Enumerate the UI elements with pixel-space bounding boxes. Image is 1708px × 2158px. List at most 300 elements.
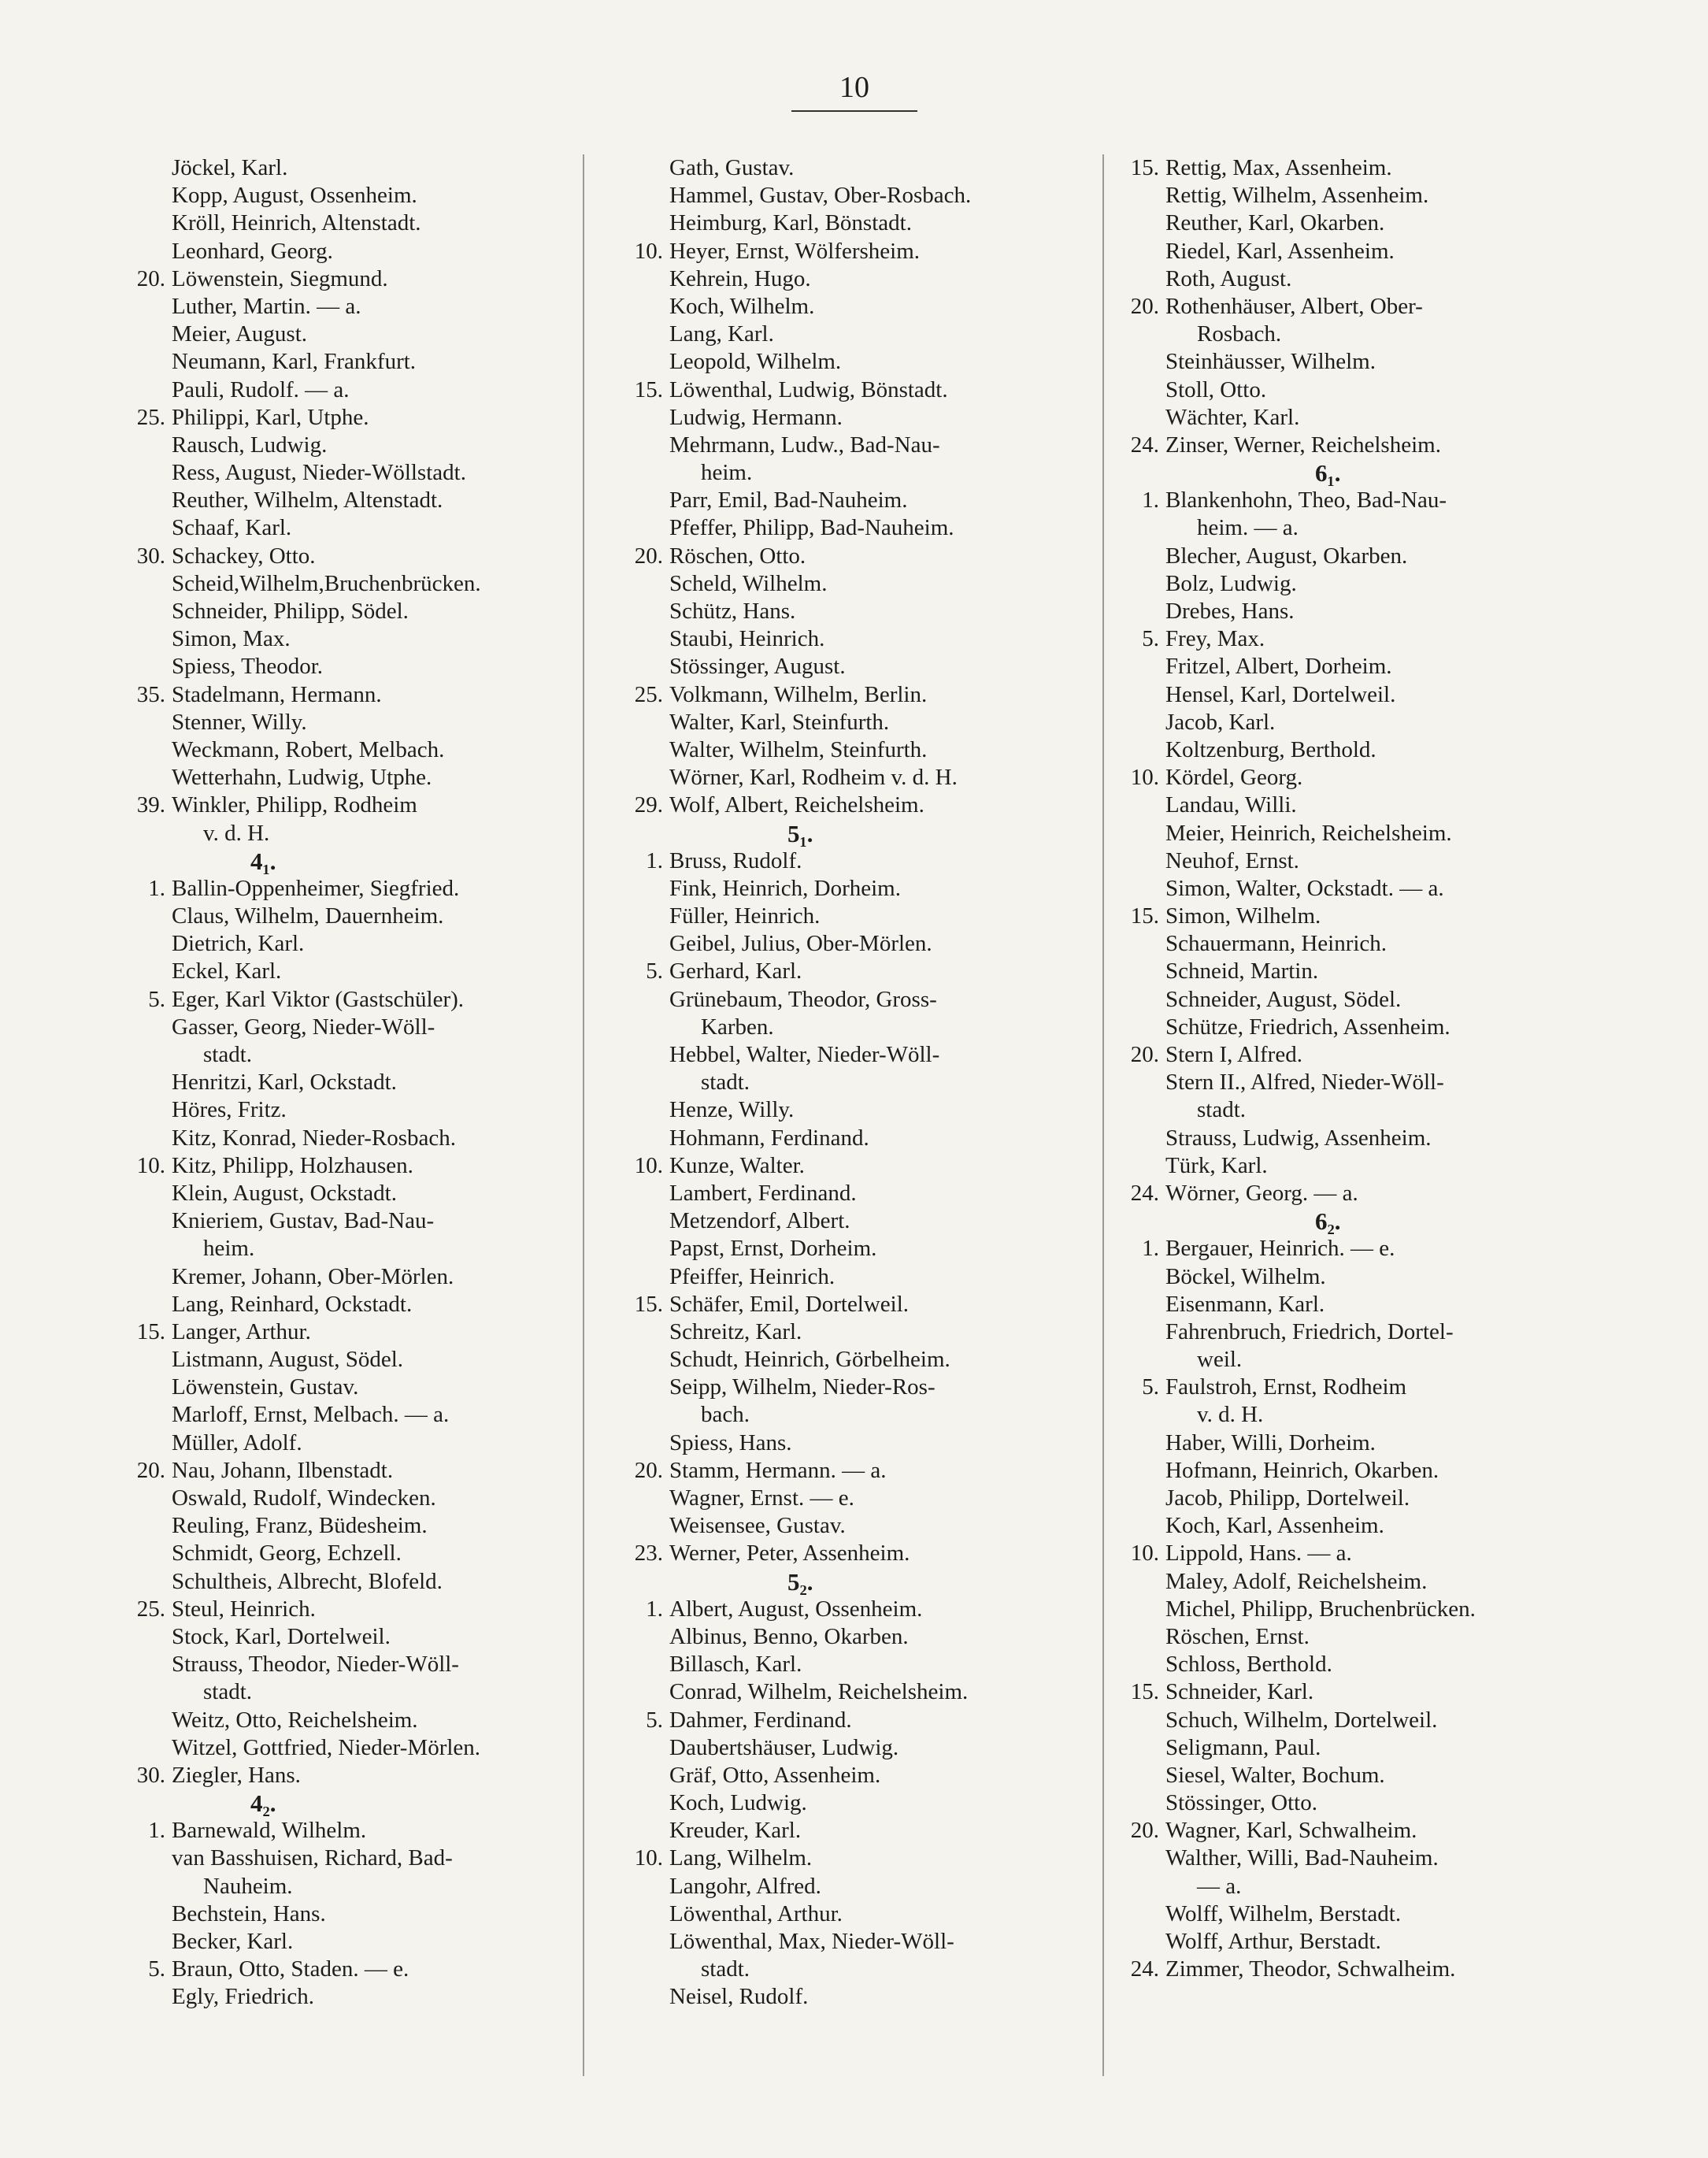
entry-text: v. d. H.: [203, 820, 270, 846]
student-entry: [1102, 598, 1591, 625]
entry-continuation: [606, 1069, 1095, 1096]
entry-continuation: [1102, 321, 1591, 348]
student-entry: [109, 348, 597, 376]
entry-text: Neumann, Karl, Frankfurt.: [172, 349, 417, 375]
student-entry: [109, 1568, 597, 1596]
student-entry: [1102, 1069, 1591, 1096]
entry-text: Gräf, Otto, Assenheim.: [669, 1762, 881, 1788]
entry-text: Jacob, Philipp, Dortelweil.: [1165, 1485, 1410, 1511]
entry-text: Schneider, Philipp, Södel.: [172, 599, 409, 624]
entry-number: 1.: [148, 875, 165, 901]
entry-text: Leopold, Wilhelm.: [669, 349, 842, 375]
student-entry: [1102, 875, 1591, 903]
entry-text: Weisensee, Gustav.: [669, 1513, 846, 1539]
entry-continuation: [1102, 1346, 1591, 1374]
student-entry: [606, 182, 1095, 209]
entry-number: 5.: [1142, 626, 1159, 652]
student-entry: [1102, 1568, 1591, 1596]
entry-text: Karben.: [701, 1014, 774, 1040]
entry-continuation: [606, 1956, 1095, 1983]
entry-number: 15.: [634, 1291, 663, 1317]
student-entry: [606, 598, 1095, 625]
student-entry: [1102, 404, 1591, 432]
student-entry: [1102, 1318, 1591, 1346]
entry-text: Müller, Adolf.: [172, 1429, 302, 1455]
entry-number: 20.: [1130, 293, 1159, 319]
student-entry: [606, 1651, 1095, 1678]
entry-text: Schneider, August, Södel.: [1165, 986, 1402, 1012]
student-entry: [606, 570, 1095, 598]
entry-continuation: [1102, 514, 1591, 542]
entry-text: Stamm, Hermann. — a.: [669, 1457, 887, 1483]
entry-text: Albinus, Benno, Okarben.: [669, 1623, 909, 1649]
student-entry: [109, 404, 597, 432]
student-entry: [1102, 1180, 1591, 1207]
entry-number: 1.: [646, 847, 663, 873]
entry-text: Stoll, Otto.: [1165, 376, 1267, 402]
entry-text: Billasch, Karl.: [669, 1652, 802, 1678]
student-entry: [606, 293, 1095, 321]
entry-text: Weckmann, Robert, Melbach.: [172, 736, 445, 762]
entry-continuation: [109, 1873, 597, 1900]
entry-text: Wörner, Karl, Rodheim v. d. H.: [669, 765, 958, 791]
roster-column-3: [1102, 154, 1591, 1983]
entry-text: Metzendorf, Albert.: [669, 1208, 850, 1234]
entry-text: Zimmer, Theodor, Schwalheim.: [1165, 1956, 1456, 1982]
entry-text: Siesel, Walter, Bochum.: [1165, 1762, 1385, 1788]
entry-text: stadt.: [203, 1679, 253, 1705]
student-entry: [109, 598, 597, 625]
entry-text: Schultheis, Albrecht, Blofeld.: [172, 1568, 443, 1594]
student-entry: [109, 1069, 597, 1096]
entry-number: 20.: [1130, 1818, 1159, 1844]
entry-text: Stern I, Alfred.: [1165, 1042, 1302, 1067]
entry-number: 10.: [136, 1152, 165, 1178]
entry-text: Schmidt, Georg, Echzell.: [172, 1541, 402, 1567]
student-entry: [109, 709, 597, 736]
entry-text: Schauermann, Heinrich.: [1165, 931, 1388, 957]
student-entry: [109, 1457, 597, 1485]
entry-text: Kitz, Philipp, Holzhausen.: [172, 1152, 413, 1178]
entry-number: 20.: [136, 265, 165, 291]
entry-text: Winkler, Philipp, Rodheim: [172, 792, 417, 818]
entry-text: Roth, August.: [1165, 265, 1292, 291]
student-entry: [606, 1928, 1095, 1956]
student-entry: [1102, 182, 1591, 209]
student-entry: [109, 764, 597, 792]
student-entry: [1102, 1651, 1591, 1678]
student-entry: [606, 543, 1095, 570]
entry-text: Simon, Wilhelm.: [1165, 903, 1321, 929]
entry-text: Landau, Willi.: [1165, 792, 1297, 818]
student-entry: [1102, 1291, 1591, 1318]
entry-text: Stern II., Alfred, Nieder-Wöll-: [1165, 1070, 1444, 1096]
entry-text: Heimburg, Karl, Bönstadt.: [669, 210, 912, 236]
entry-text: weil.: [1197, 1347, 1243, 1373]
student-entry: [1102, 1623, 1591, 1651]
entry-text: Walter, Wilhelm, Steinfurth.: [669, 736, 928, 762]
entry-text: Kröll, Heinrich, Altenstadt.: [172, 210, 421, 236]
student-entry: [109, 1651, 597, 1678]
student-entry: [606, 154, 1095, 182]
class-heading: 5₁.: [787, 819, 813, 847]
entry-text: Maley, Adolf, Reichelsheim.: [1165, 1568, 1428, 1594]
student-entry: [1102, 238, 1591, 265]
student-entry: [109, 1207, 597, 1235]
student-entry: [1102, 293, 1591, 321]
entry-text: Heyer, Ernst, Wölfersheim.: [669, 238, 921, 264]
entry-number: 10.: [1130, 765, 1159, 791]
entry-text: stadt.: [701, 1070, 750, 1096]
student-entry: [606, 376, 1095, 404]
student-entry: [1102, 1678, 1591, 1706]
entry-text: Riedel, Karl, Assenheim.: [1165, 238, 1395, 264]
entry-text: Seipp, Wilhelm, Nieder-Ros-: [669, 1374, 936, 1400]
entry-text: Hohmann, Ferdinand.: [669, 1125, 869, 1151]
student-entry: [109, 958, 597, 985]
page-number-rule: [791, 110, 917, 112]
student-entry: [606, 1734, 1095, 1762]
entry-continuation: [109, 1041, 597, 1069]
student-entry: [109, 1014, 597, 1041]
student-entry: [109, 1180, 597, 1207]
entry-text: Braun, Otto, Staden. — e.: [172, 1956, 409, 1982]
entry-text: Löwenstein, Gustav.: [172, 1374, 359, 1400]
entry-text: Rosbach.: [1197, 321, 1282, 347]
student-entry: [606, 1873, 1095, 1900]
entry-text: Rothenhäuser, Albert, Ober-: [1165, 293, 1423, 319]
student-entry: [1102, 1125, 1591, 1152]
entry-number: 15.: [1130, 1679, 1159, 1705]
student-entry: [606, 432, 1095, 459]
entry-text: Grünebaum, Theodor, Gross-: [669, 986, 937, 1012]
student-entry: [1102, 487, 1591, 514]
entry-text: Schloss, Berthold.: [1165, 1652, 1332, 1678]
student-entry: [1102, 1900, 1591, 1928]
entry-text: Füller, Heinrich.: [669, 903, 821, 929]
entry-text: Kunze, Walter.: [669, 1152, 805, 1178]
entry-text: Koch, Karl, Assenheim.: [1165, 1513, 1384, 1539]
entry-text: Schneider, Karl.: [1165, 1679, 1314, 1705]
entry-text: Weitz, Otto, Reichelsheim.: [172, 1707, 418, 1733]
entry-text: Hammel, Gustav, Ober-Rosbach.: [669, 183, 972, 209]
student-entry: [1102, 1789, 1591, 1817]
student-entry: [606, 238, 1095, 265]
entry-text: Stössinger, August.: [669, 654, 846, 680]
student-entry: [606, 265, 1095, 293]
student-entry: [109, 1485, 597, 1512]
student-entry: [1102, 792, 1591, 819]
student-entry: [1102, 681, 1591, 709]
student-entry: [606, 1845, 1095, 1872]
entry-text: Reuther, Wilhelm, Altenstadt.: [172, 488, 443, 514]
student-entry: [606, 1152, 1095, 1180]
class-heading: 5₂.: [787, 1567, 813, 1596]
student-entry: [109, 875, 597, 903]
entry-text: Faulstroh, Ernst, Rodheim: [1165, 1374, 1407, 1400]
student-entry: [109, 681, 597, 709]
class-heading: 6₁.: [1315, 459, 1341, 488]
student-entry: [109, 293, 597, 321]
entry-number: 24.: [1130, 432, 1159, 458]
entry-text: — a.: [1197, 1873, 1242, 1899]
entry-text: Oswald, Rudolf, Windecken.: [172, 1485, 436, 1511]
entry-number: 30.: [136, 543, 165, 569]
student-entry: [606, 1596, 1095, 1623]
entry-number: 15.: [136, 1318, 165, 1344]
entry-text: Wetterhahn, Ludwig, Utphe.: [172, 765, 432, 791]
entry-text: Eger, Karl Viktor (Gastschüler).: [172, 986, 465, 1012]
entry-text: Kopp, August, Ossenheim.: [172, 183, 417, 209]
student-entry: [606, 1678, 1095, 1706]
entry-text: Meier, Heinrich, Reichelsheim.: [1165, 820, 1452, 846]
entry-text: Mehrmann, Ludw., Bad-Nau-: [669, 432, 940, 458]
entry-text: Gasser, Georg, Nieder-Wöll-: [172, 1014, 435, 1040]
entry-text: Lang, Reinhard, Ockstadt.: [172, 1291, 413, 1317]
entry-text: Drebes, Hans.: [1165, 599, 1295, 624]
entry-text: Wolf, Albert, Reichelsheim.: [669, 792, 924, 818]
student-entry: [109, 792, 597, 819]
roster-column-2: [606, 154, 1095, 2012]
entry-text: Philippi, Karl, Utphe.: [172, 404, 369, 430]
student-entry: [1102, 1014, 1591, 1041]
entry-number: 20.: [1130, 1042, 1159, 1067]
entry-number: 1.: [646, 1596, 663, 1622]
entry-text: Langer, Arthur.: [172, 1318, 311, 1344]
student-entry: [109, 459, 597, 487]
entry-text: Ludwig, Hermann.: [669, 404, 843, 430]
student-entry: [606, 321, 1095, 348]
student-entry: [606, 514, 1095, 542]
entry-number: 1.: [1142, 488, 1159, 514]
student-entry: [606, 1041, 1095, 1069]
student-entry: [109, 321, 597, 348]
student-entry: [606, 709, 1095, 736]
entry-text: Knieriem, Gustav, Bad-Nau-: [172, 1208, 435, 1234]
entry-text: van Basshuisen, Richard, Bad-: [172, 1845, 453, 1871]
entry-text: Schreitz, Karl.: [669, 1318, 802, 1344]
entry-text: Eckel, Karl.: [172, 958, 282, 984]
entry-text: Claus, Wilhelm, Dauernheim.: [172, 903, 444, 929]
student-entry: [109, 1956, 597, 1983]
entry-continuation: [606, 1401, 1095, 1429]
entry-text: Bruss, Rudolf.: [669, 847, 802, 873]
student-entry: [606, 681, 1095, 709]
student-entry: [606, 487, 1095, 514]
student-entry: [606, 875, 1095, 903]
entry-number: 5.: [148, 1956, 165, 1982]
entry-text: Dahmer, Ferdinand.: [669, 1707, 852, 1733]
student-entry: [606, 1817, 1095, 1845]
entry-number: 25.: [136, 1596, 165, 1622]
entry-text: bach.: [701, 1402, 750, 1428]
entry-text: Bergauer, Heinrich. — e.: [1165, 1236, 1395, 1262]
entry-number: 10.: [1130, 1541, 1159, 1567]
entry-text: Spiess, Hans.: [669, 1429, 792, 1455]
entry-text: Wächter, Karl.: [1165, 404, 1300, 430]
entry-text: Spiess, Theodor.: [172, 654, 323, 680]
student-entry: [1102, 570, 1591, 598]
student-entry: [606, 404, 1095, 432]
entry-text: Kehrein, Hugo.: [669, 265, 811, 291]
student-entry: [606, 958, 1095, 985]
entry-text: Lang, Wilhelm.: [669, 1845, 813, 1871]
entry-text: Löwenstein, Siegmund.: [172, 265, 388, 291]
entry-text: Rettig, Max, Assenheim.: [1165, 155, 1392, 180]
student-entry: [109, 903, 597, 930]
student-entry: [1102, 209, 1591, 237]
student-entry: [1102, 1152, 1591, 1180]
class-heading: 4₁.: [250, 847, 276, 875]
student-entry: [606, 1096, 1095, 1124]
student-entry: [1102, 958, 1591, 985]
student-entry: [606, 1900, 1095, 1928]
student-entry: [1102, 1041, 1591, 1069]
student-entry: [1102, 1263, 1591, 1291]
student-entry: [109, 182, 597, 209]
student-entry: [109, 986, 597, 1014]
entry-number: 25.: [634, 681, 663, 707]
entry-text: Gath, Gustav.: [669, 155, 795, 180]
student-entry: [606, 1207, 1095, 1235]
entry-text: Meier, August.: [172, 321, 308, 347]
roster-column-1: [109, 154, 597, 2012]
entry-text: Wolff, Wilhelm, Berstadt.: [1165, 1900, 1402, 1926]
entry-number: 5.: [646, 958, 663, 984]
student-entry: [1102, 1734, 1591, 1762]
entry-text: Henze, Willy.: [669, 1097, 795, 1123]
entry-text: Dietrich, Karl.: [172, 931, 305, 957]
student-entry: [606, 1346, 1095, 1374]
entry-text: Nauheim.: [203, 1873, 293, 1899]
entry-number: 20.: [136, 1457, 165, 1483]
entry-text: Blecher, August, Okarben.: [1165, 543, 1408, 569]
student-entry: [606, 209, 1095, 237]
student-entry: [109, 1983, 597, 2011]
entry-number: 35.: [136, 681, 165, 707]
entry-text: Pauli, Rudolf. — a.: [172, 376, 350, 402]
student-entry: [606, 348, 1095, 376]
student-entry: [606, 1318, 1095, 1346]
student-entry: [1102, 1235, 1591, 1263]
student-entry: [109, 432, 597, 459]
entry-text: Albert, August, Ossenheim.: [669, 1596, 923, 1622]
entry-text: Michel, Philipp, Bruchenbrücken.: [1165, 1596, 1476, 1622]
entry-text: Ballin-Oppenheimer, Siegfried.: [172, 875, 460, 901]
class-heading: 4₂.: [250, 1789, 276, 1818]
entry-text: Ress, August, Nieder-Wöllstadt.: [172, 460, 466, 486]
entry-text: Barnewald, Wilhelm.: [172, 1818, 367, 1844]
entry-text: Türk, Karl.: [1165, 1152, 1268, 1178]
entry-text: Kördel, Georg.: [1165, 765, 1303, 791]
entry-text: Strauss, Ludwig, Assenheim.: [1165, 1125, 1432, 1151]
student-entry: [109, 265, 597, 293]
student-entry: [606, 1762, 1095, 1789]
student-entry: [109, 1125, 597, 1152]
entry-text: Parr, Emil, Bad-Nauheim.: [669, 488, 908, 514]
student-entry: [109, 209, 597, 237]
student-entry: [606, 1263, 1095, 1291]
student-entry: [1102, 986, 1591, 1014]
student-entry: [606, 625, 1095, 653]
entry-number: 5.: [148, 986, 165, 1012]
entry-number: 15.: [1130, 155, 1159, 180]
student-entry: [1102, 764, 1591, 792]
entry-text: Bechstein, Hans.: [172, 1900, 326, 1926]
entry-text: Schütz, Hans.: [669, 599, 796, 624]
student-entry: [1102, 432, 1591, 459]
entry-text: Lang, Karl.: [669, 321, 774, 347]
entry-number: 29.: [634, 792, 663, 818]
student-entry: [606, 1235, 1095, 1263]
student-entry: [109, 1845, 597, 1872]
entry-text: heim.: [701, 460, 753, 486]
student-entry: [1102, 1457, 1591, 1485]
entry-number: 1.: [1142, 1236, 1159, 1262]
entry-text: Schneid, Martin.: [1165, 958, 1319, 984]
entry-text: Reuther, Karl, Okarben.: [1165, 210, 1385, 236]
student-entry: [606, 764, 1095, 792]
student-entry: [1102, 1429, 1591, 1457]
student-entry: [1102, 348, 1591, 376]
entry-number: 1.: [148, 1818, 165, 1844]
entry-text: Fink, Heinrich, Dorheim.: [669, 875, 901, 901]
entry-text: Wagner, Karl, Schwalheim.: [1165, 1818, 1417, 1844]
entry-text: Hensel, Karl, Dortelweil.: [1165, 681, 1396, 707]
entry-number: 15.: [634, 376, 663, 402]
student-entry: [109, 1817, 597, 1845]
entry-number: 39.: [136, 792, 165, 818]
entry-text: Schäfer, Emil, Dortelweil.: [669, 1291, 910, 1317]
entry-text: Löwenthal, Arthur.: [669, 1900, 843, 1926]
entry-text: Scheld, Wilhelm.: [669, 570, 828, 596]
entry-text: stadt.: [701, 1956, 750, 1982]
entry-text: Böckel, Wilhelm.: [1165, 1263, 1326, 1289]
entry-text: Frey, Max.: [1165, 626, 1265, 652]
student-entry: [606, 1180, 1095, 1207]
entry-text: Blankenhohn, Theo, Bad-Nau-: [1165, 488, 1447, 514]
student-entry: [606, 1125, 1095, 1152]
entry-text: Stadelmann, Hermann.: [172, 681, 382, 707]
entry-text: stadt.: [1197, 1097, 1247, 1123]
entry-text: Steinhäusser, Wilhelm.: [1165, 349, 1376, 375]
entry-text: Listmann, August, Södel.: [172, 1347, 404, 1373]
student-entry: [109, 570, 597, 598]
student-entry: [109, 1291, 597, 1318]
student-entry: [109, 1429, 597, 1457]
student-entry: [606, 1457, 1095, 1485]
entry-text: Schackey, Otto.: [172, 543, 316, 569]
entry-text: Jöckel, Karl.: [172, 155, 288, 180]
entry-number: 24.: [1130, 1956, 1159, 1982]
entry-text: Scheid,Wilhelm,Bruchenbrücken.: [172, 570, 481, 596]
student-entry: [109, 1900, 597, 1928]
entry-text: Witzel, Gottfried, Nieder-Mörlen.: [172, 1734, 481, 1760]
student-entry: [109, 736, 597, 764]
entry-text: Luther, Martin. — a.: [172, 293, 361, 319]
entry-text: Wolff, Arthur, Berstadt.: [1165, 1929, 1381, 1954]
student-entry: [109, 487, 597, 514]
student-entry: [1102, 1956, 1591, 1983]
student-entry: [1102, 847, 1591, 875]
entry-text: Koch, Ludwig.: [669, 1790, 807, 1816]
entry-text: Wagner, Ernst. — e.: [669, 1485, 854, 1511]
entry-text: Papst, Ernst, Dorheim.: [669, 1236, 877, 1262]
entry-text: Walter, Karl, Steinfurth.: [669, 709, 890, 735]
entry-text: Lambert, Ferdinand.: [669, 1180, 857, 1206]
entry-text: Leonhard, Georg.: [172, 238, 333, 264]
entry-text: Conrad, Wilhelm, Reichelsheim.: [669, 1679, 969, 1705]
